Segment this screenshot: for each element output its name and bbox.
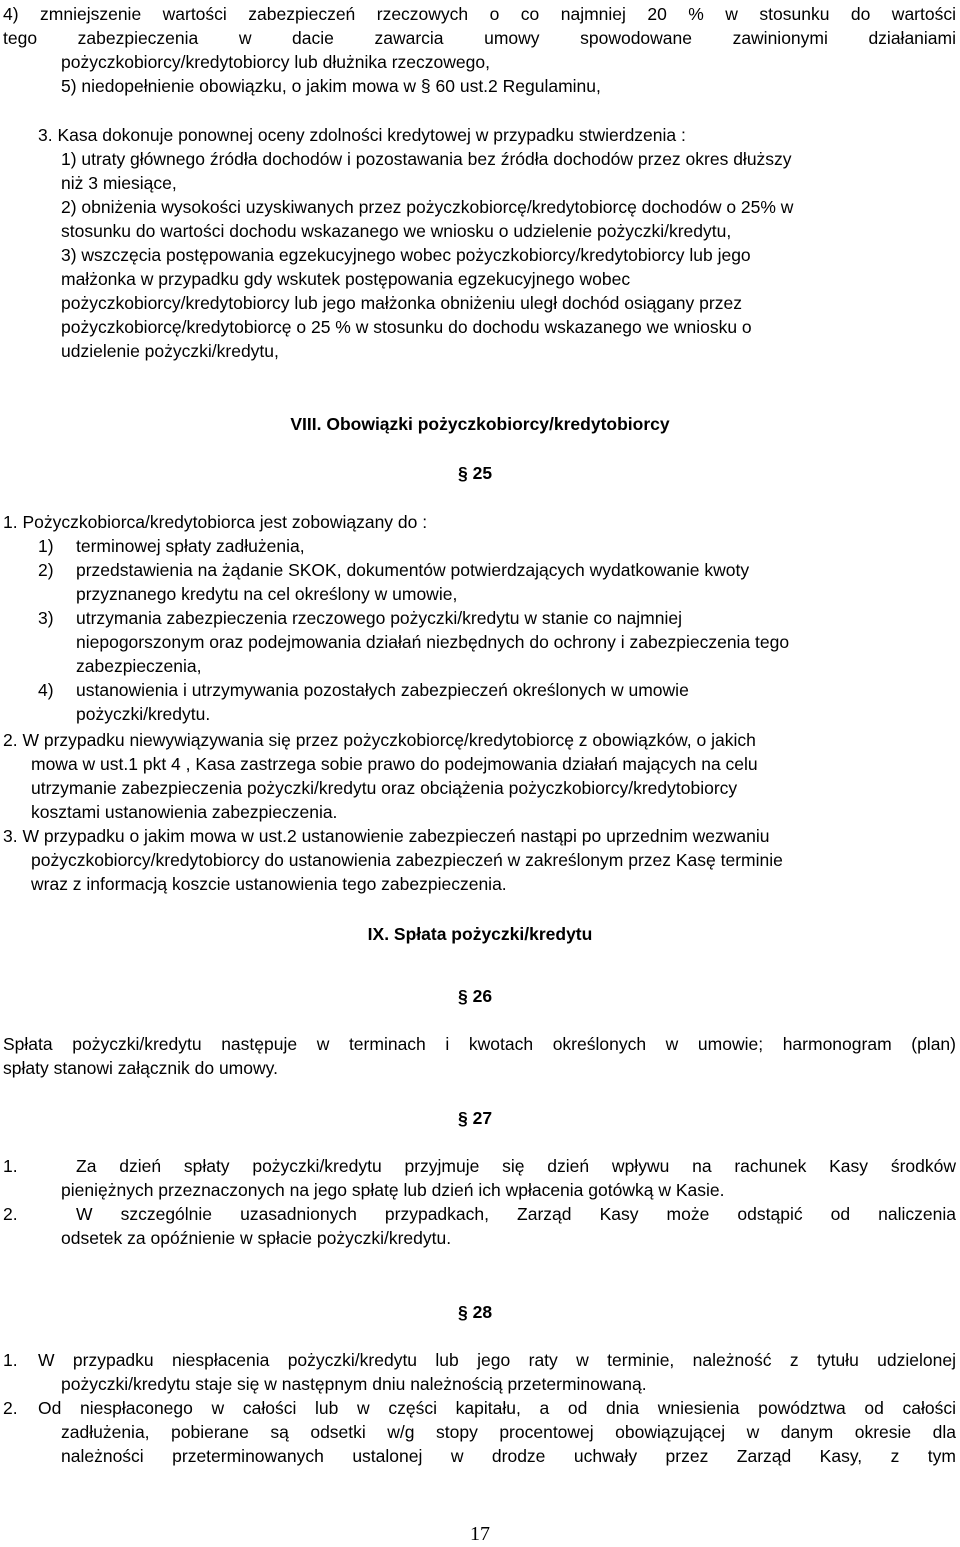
paragraph-number: § 28 [458,1302,493,1322]
text-line: stosunku do wartości dochodu wskazanego we wniosku o udzielenie pożyczki/kredytu, [61,221,732,241]
text-line: 5) niedopełnienie obowiązku, o jakim mowa w § 60 ust.2 Regulaminu, [61,76,601,96]
list-number: 1. [3,1350,18,1370]
text-line: 3. W przypadku o jakim mowa w ust.2 ustanowienie zabezpieczeń nastąpi po uprzednim wezwaniu [3,826,770,846]
text-line: należności przeterminowanych ustalonej w drodze uchwały przez Zarząd Kasy, z tym [61,1446,956,1466]
text-line: terminowej spłaty zadłużenia, [76,536,305,556]
list-number: 2. [3,1398,18,1418]
text-line: przedstawienia na żądanie SKOK, dokumentów potwierdzających wydatkowanie kwoty [76,560,750,580]
list-number: 2) [38,560,54,580]
text-line: 2) obniżenia wysokości uzyskiwanych przez pożyczkobiorcę/kredytobiorcę dochodów o 25% w [61,197,794,217]
list-number: 3) [38,608,54,628]
text-line: 2. W przypadku niewywiązywania się przez pożyczkobiorcę/kredytobiorcę z obowiązków, o jakich [3,730,756,750]
text-line: pieniężnych przeznaczonych na jego spłatę lub dzień ich wpłacenia gotówką w Kasie. [61,1180,725,1200]
text-line: mowa w ust.1 pkt 4 , Kasa zastrzega sobie prawo do podejmowania działań mających na celu [31,754,758,774]
text-line: pożyczkobiorcy/kredytobiorcy lub jego małżonka obniżeniu uległ dochód osiągany przez [61,293,742,313]
list-number: 1) [38,536,54,556]
text-line: ustanowienia i utrzymywania pozostałych zabezpieczeń określonych w umowie [76,680,689,700]
text-line: Za dzień spłaty pożyczki/kredytu przyjmuje się dzień wpływu na rachunek Kasy środków [76,1156,956,1176]
text-line: małżonka w przypadku gdy wskutek postępowania egzekucyjnego wobec [61,269,631,289]
paragraph-number: § 26 [458,986,493,1006]
paragraph-number: § 27 [458,1108,493,1128]
text-line: 1) utraty głównego źródła dochodów i pozostawania bez źródła dochodów przez okres dłuższy [61,149,792,169]
text-line: utrzymanie zabezpieczenia pożyczki/kredytu oraz obciążenia pożyczkobiorcy/kredytobiorcy [31,778,738,798]
list-number: 4) [38,680,54,700]
text-line: kosztami ustanowienia zabezpieczenia. [31,802,338,822]
text-line: przyznanego kredytu na cel określony w umowie, [76,584,458,604]
text-line: 3) wszczęcia postępowania egzekucyjnego wobec pożyczkobiorcy/kredytobiorcy lub jego [61,245,751,265]
text-line: spłaty stanowi załącznik do umowy. [3,1058,278,1078]
text-line: wraz z informacją koszcie ustanowienia tego zabezpieczenia. [31,874,507,894]
text-line: zabezpieczenia, [76,656,202,676]
text-line: pożyczkobiorcę/kredytobiorcę o 25 % w stosunku do dochodu wskazanego we wniosku o [61,317,752,337]
text-line: W szczególnie uzasadnionych przypadkach, Zarząd Kasy może odstąpić od naliczenia [76,1204,956,1224]
text-line: 1. Pożyczkobiorca/kredytobiorca jest zobowiązany do : [3,512,428,532]
paragraph-number: § 25 [458,463,493,483]
section-heading: IX. Spłata pożyczki/kredytu [367,924,593,944]
text-line: Spłata pożyczki/kredytu następuje w terminach i kwotach określonych w umowie; harmonogram (plan) [3,1034,956,1054]
text-line: pożyczkobiorcy/kredytobiorcy do ustanowienia zabezpieczeń w zakreślonym przez Kasę terminie [31,850,783,870]
text-line: tego zabezpieczenia w dacie zawarcia umowy spowodowane zawinionymi działaniami [3,28,956,48]
text-line: 4) zmniejszenie wartości zabezpieczeń rzeczowych o co najmniej 20 % w stosunku do wartości [3,4,956,24]
text-line: W przypadku niespłacenia pożyczki/kredytu lub jego raty w terminie, należność z tytułu udzielonej [38,1350,956,1370]
page-number: 17 [470,1523,490,1545]
section-heading: VIII. Obowiązki pożyczkobiorcy/kredytobiorcy [290,414,670,434]
list-number: 2. [3,1204,18,1224]
text-line: udzielenie pożyczki/kredytu, [61,341,279,361]
text-line: pożyczkobiorcy/kredytobiorcy lub dłużnika rzeczowego, [61,52,490,72]
text-line: 3. Kasa dokonuje ponownej oceny zdolności kredytowej w przypadku stwierdzenia : [38,125,686,145]
text-line: niż 3 miesiące, [61,173,177,193]
text-line: Od niespłaconego w całości lub w części kapitału, a od dnia wniesienia powództwa od całości [38,1398,956,1418]
text-line: niepogorszonym oraz podejmowania działań niezbędnych do ochrony i zabezpieczenia tego [76,632,790,652]
text-line: pożyczki/kredytu. [76,704,211,724]
text-line: utrzymania zabezpieczenia rzeczowego pożyczki/kredytu w stanie co najmniej [76,608,682,628]
list-number: 1. [3,1156,18,1176]
text-line: zadłużenia, pobierane są odsetki w/g stopy procentowej obowiązującej w danym okresie dla [61,1422,956,1442]
text-line: odsetek za opóźnienie w spłacie pożyczki/kredytu. [61,1228,452,1248]
text-line: pożyczki/kredytu staje się w następnym dniu należnością przeterminowaną. [61,1374,647,1394]
